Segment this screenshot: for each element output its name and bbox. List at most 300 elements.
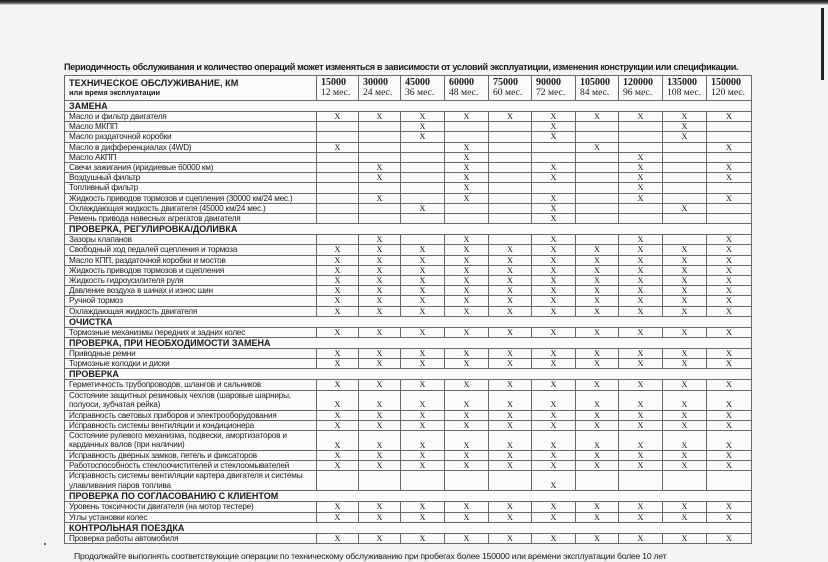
section-title: ПРОВЕРКА, РЕГУЛИРОВКА/ДОЛИВКА	[65, 224, 752, 235]
mark-cell-empty	[359, 471, 401, 491]
mark-cell-checked: X	[619, 502, 663, 512]
mark-cell-empty	[317, 173, 359, 183]
mark-cell-empty	[576, 132, 619, 142]
mark-cell-empty	[489, 163, 532, 173]
mark-cell-checked: X	[707, 420, 752, 430]
scan-top-edge	[0, 0, 828, 5]
table-row	[65, 327, 752, 337]
mark-cell-checked: X	[489, 112, 532, 122]
mark-cell-checked: X	[445, 255, 489, 265]
section-header-row	[65, 491, 752, 502]
operation-label: Давление воздуха в шинах и износ шин	[65, 286, 317, 296]
table-row	[65, 265, 752, 275]
mark-cell-checked: X	[445, 390, 489, 410]
mark-cell-checked: X	[619, 276, 663, 286]
mark-cell-checked: X	[359, 255, 401, 265]
operation-label: Герметичность трубопроводов, шлангов и сальников	[65, 380, 317, 390]
section-title: КОНТРОЛЬНАЯ ПОЕЗДКА	[65, 522, 752, 533]
interval-km: 135000	[667, 77, 697, 88]
interval-months: 96 мес.	[623, 87, 653, 98]
mark-cell-checked: X	[445, 152, 489, 162]
operation-label: Исправность системы вентиляции и кондиционера	[65, 420, 317, 430]
interval-months: 72 мес.	[536, 87, 566, 98]
mark-cell-checked: X	[317, 390, 359, 410]
mark-cell-checked: X	[401, 349, 445, 359]
mark-cell-empty	[707, 214, 752, 224]
mark-cell-checked: X	[317, 420, 359, 430]
mark-cell-checked: X	[317, 431, 359, 451]
table-row	[65, 163, 752, 173]
mark-cell-empty	[663, 235, 707, 245]
mark-cell-checked: X	[445, 410, 489, 420]
mark-cell-checked: X	[489, 255, 532, 265]
mark-cell-empty	[445, 203, 489, 213]
mark-cell-checked: X	[532, 214, 576, 224]
mark-cell-checked: X	[576, 349, 619, 359]
operation-label: Масло раздаточной коробки	[65, 132, 317, 142]
mark-cell-checked: X	[707, 349, 752, 359]
mark-cell-checked: X	[317, 327, 359, 337]
table-row	[65, 122, 752, 132]
interval-km: 150000	[711, 77, 741, 88]
mark-cell-checked: X	[707, 461, 752, 471]
mark-cell-checked: X	[359, 235, 401, 245]
mark-cell-checked: X	[663, 359, 707, 369]
mark-cell-checked: X	[445, 533, 489, 543]
table-row	[65, 112, 752, 122]
mark-cell-checked: X	[401, 245, 445, 255]
mark-cell-checked: X	[532, 420, 576, 430]
operation-label: Тормозные колодки и диски	[65, 359, 317, 369]
operation-label: Жидкость приводов тормозов и сцепления (30000 км/24 мес.)	[65, 193, 317, 203]
mark-cell-checked: X	[663, 306, 707, 316]
mark-cell-checked: X	[489, 533, 532, 543]
mark-cell-empty	[317, 122, 359, 132]
mark-cell-checked: X	[359, 276, 401, 286]
mark-cell-empty	[359, 142, 401, 152]
interval-months: 24 мес.	[363, 87, 393, 98]
mark-cell-checked: X	[576, 265, 619, 275]
mark-cell-checked: X	[401, 327, 445, 337]
mark-cell-checked: X	[619, 265, 663, 275]
mark-cell-checked: X	[532, 122, 576, 132]
mark-cell-empty	[401, 142, 445, 152]
section-title: ПРОВЕРКА	[65, 369, 752, 380]
mark-cell-checked: X	[445, 112, 489, 122]
mark-cell-checked: X	[663, 265, 707, 275]
table-row	[65, 410, 752, 420]
mark-cell-checked: X	[532, 390, 576, 410]
mark-cell-checked: X	[663, 132, 707, 142]
mark-cell-checked: X	[663, 533, 707, 543]
operation-label: Масло АКПП	[65, 152, 317, 162]
mark-cell-checked: X	[401, 451, 445, 461]
mark-cell-checked: X	[489, 265, 532, 275]
mark-cell-empty	[619, 471, 663, 491]
mark-cell-checked: X	[707, 286, 752, 296]
mark-cell-checked: X	[707, 112, 752, 122]
mark-cell-checked: X	[619, 390, 663, 410]
mark-cell-checked: X	[532, 451, 576, 461]
mark-cell-empty	[707, 183, 752, 193]
section-header-row	[65, 101, 752, 112]
section-header-row	[65, 224, 752, 235]
operation-label: Исправность дверных замков, петель и фиксаторов	[65, 451, 317, 461]
mark-cell-empty	[576, 152, 619, 162]
mark-cell-empty	[619, 203, 663, 213]
mark-cell-checked: X	[401, 502, 445, 512]
mark-cell-checked: X	[619, 327, 663, 337]
mark-cell-checked: X	[707, 235, 752, 245]
mark-cell-empty	[401, 152, 445, 162]
mark-cell-empty	[359, 132, 401, 142]
interval-km: 105000	[580, 77, 610, 88]
mark-cell-checked: X	[576, 306, 619, 316]
mark-cell-checked: X	[707, 163, 752, 173]
operation-label: Тормозные механизмы передних и задних колес	[65, 327, 317, 337]
operation-label: Охлаждающая жидкость двигателя (45000 км/24 мес.)	[65, 203, 317, 213]
mark-cell-empty	[707, 122, 752, 132]
table-header-row	[65, 76, 752, 101]
mark-cell-empty	[489, 183, 532, 193]
mark-cell-checked: X	[663, 410, 707, 420]
mark-cell-empty	[576, 193, 619, 203]
header-title: ТЕХНИЧЕСКОЕ ОБСЛУЖИВАНИЕ, КМ	[69, 78, 239, 88]
section-title: ПРОВЕРКА ПО СОГЛАСОВАНИЮ С КЛИЕНТОМ	[65, 491, 752, 502]
mark-cell-checked: X	[445, 420, 489, 430]
operation-label: Масло в дифференциалах (4WD)	[65, 142, 317, 152]
operation-label: Исправность системы вентиляции картера двигателя и системы улавливания паров топлива	[65, 471, 317, 491]
mark-cell-checked: X	[707, 533, 752, 543]
interval-km: 15000	[321, 77, 346, 88]
mark-cell-empty	[663, 173, 707, 183]
table-row	[65, 173, 752, 183]
mark-cell-checked: X	[359, 306, 401, 316]
mark-cell-checked: X	[445, 461, 489, 471]
mark-cell-checked: X	[532, 245, 576, 255]
table-row	[65, 431, 752, 451]
mark-cell-checked: X	[532, 533, 576, 543]
table-row	[65, 471, 752, 491]
mark-cell-empty	[707, 132, 752, 142]
mark-cell-empty	[489, 235, 532, 245]
mark-cell-empty	[401, 214, 445, 224]
interval-header-120000	[619, 76, 663, 101]
mark-cell-checked: X	[663, 203, 707, 213]
interval-months: 48 мес.	[449, 87, 479, 98]
mark-cell-checked: X	[532, 276, 576, 286]
mark-cell-checked: X	[663, 420, 707, 430]
mark-cell-checked: X	[663, 512, 707, 522]
operation-label: Исправность световых приборов и электрооборудования	[65, 410, 317, 420]
mark-cell-checked: X	[489, 296, 532, 306]
mark-cell-checked: X	[707, 142, 752, 152]
mark-cell-checked: X	[317, 359, 359, 369]
mark-cell-empty	[663, 193, 707, 203]
mark-cell-checked: X	[576, 390, 619, 410]
mark-cell-empty	[576, 163, 619, 173]
mark-cell-checked: X	[576, 420, 619, 430]
mark-cell-checked: X	[532, 203, 576, 213]
mark-cell-checked: X	[619, 410, 663, 420]
operation-label: Воздушный фильтр	[65, 173, 317, 183]
operation-label: Состояние рулевого механизма, подвески, амортизаторов и карданных валов (при наличии)	[65, 431, 317, 451]
mark-cell-checked: X	[359, 349, 401, 359]
mark-cell-checked: X	[532, 431, 576, 451]
mark-cell-checked: X	[619, 183, 663, 193]
operation-label: Проверка работы автомобиля	[65, 533, 317, 543]
section-header-row	[65, 316, 752, 327]
mark-cell-checked: X	[663, 461, 707, 471]
mark-cell-checked: X	[401, 276, 445, 286]
mark-cell-empty	[317, 471, 359, 491]
mark-cell-checked: X	[317, 502, 359, 512]
mark-cell-empty	[576, 235, 619, 245]
mark-cell-empty	[576, 203, 619, 213]
mark-cell-checked: X	[359, 112, 401, 122]
mark-cell-checked: X	[317, 410, 359, 420]
table-row	[65, 203, 752, 213]
mark-cell-checked: X	[401, 112, 445, 122]
mark-cell-empty	[576, 183, 619, 193]
table-row	[65, 214, 752, 224]
mark-cell-checked: X	[576, 112, 619, 122]
mark-cell-checked: X	[359, 431, 401, 451]
mark-cell-checked: X	[401, 410, 445, 420]
mark-cell-checked: X	[619, 286, 663, 296]
mark-cell-empty	[317, 132, 359, 142]
mark-cell-empty	[663, 152, 707, 162]
mark-cell-checked: X	[401, 533, 445, 543]
mark-cell-checked: X	[707, 173, 752, 183]
mark-cell-checked: X	[401, 296, 445, 306]
table-row	[65, 380, 752, 390]
mark-cell-checked: X	[489, 286, 532, 296]
mark-cell-checked: X	[359, 533, 401, 543]
mark-cell-checked: X	[619, 173, 663, 183]
mark-cell-checked: X	[401, 122, 445, 132]
mark-cell-checked: X	[619, 112, 663, 122]
mark-cell-empty	[663, 214, 707, 224]
interval-months: 12 мес.	[321, 87, 351, 98]
mark-cell-checked: X	[532, 349, 576, 359]
mark-cell-checked: X	[445, 296, 489, 306]
mark-cell-checked: X	[489, 410, 532, 420]
mark-cell-checked: X	[359, 327, 401, 337]
mark-cell-checked: X	[576, 327, 619, 337]
mark-cell-checked: X	[445, 276, 489, 286]
mark-cell-checked: X	[445, 265, 489, 275]
interval-header-75000	[489, 76, 532, 101]
interval-km: 30000	[363, 77, 388, 88]
mark-cell-checked: X	[359, 163, 401, 173]
table-row	[65, 420, 752, 430]
mark-cell-checked: X	[359, 420, 401, 430]
mark-cell-empty	[576, 122, 619, 132]
operation-label: Ручной тормоз	[65, 296, 317, 306]
interval-months: 120 мес.	[711, 87, 746, 98]
schedule-body	[65, 101, 752, 544]
section-title: ОЧИСТКА	[65, 316, 752, 327]
table-row	[65, 533, 752, 543]
mark-cell-checked: X	[445, 163, 489, 173]
operation-label: Свободный ход педалей сцепления и тормоза	[65, 245, 317, 255]
section-title: ПРОВЕРКА, ПРИ НЕОБХОДИМОСТИ ЗАМЕНА	[65, 338, 752, 349]
interval-km: 90000	[536, 77, 561, 88]
operation-label: Масло КПП, раздаточной коробки и мостов	[65, 255, 317, 265]
table-row	[65, 512, 752, 522]
mark-cell-checked: X	[401, 255, 445, 265]
mark-cell-checked: X	[663, 286, 707, 296]
mark-cell-checked: X	[445, 359, 489, 369]
mark-cell-checked: X	[619, 349, 663, 359]
table-row	[65, 183, 752, 193]
mark-cell-checked: X	[489, 349, 532, 359]
operation-label: Жидкость приводов тормозов и сцепления	[65, 265, 317, 275]
table-row	[65, 235, 752, 245]
mark-cell-checked: X	[489, 451, 532, 461]
mark-cell-checked: X	[663, 112, 707, 122]
mark-cell-checked: X	[401, 461, 445, 471]
mark-cell-empty	[359, 122, 401, 132]
mark-cell-checked: X	[401, 132, 445, 142]
mark-cell-checked: X	[317, 349, 359, 359]
mark-cell-checked: X	[359, 193, 401, 203]
mark-cell-checked: X	[489, 245, 532, 255]
mark-cell-checked: X	[489, 327, 532, 337]
mark-cell-checked: X	[532, 265, 576, 275]
mark-cell-checked: X	[707, 296, 752, 306]
operation-label: Масло и фильтр двигателя	[65, 112, 317, 122]
mark-cell-checked: X	[445, 245, 489, 255]
mark-cell-checked: X	[445, 142, 489, 152]
mark-cell-checked: X	[576, 451, 619, 461]
operation-label: Уровень токсичности двигателя (на мотор тестере)	[65, 502, 317, 512]
mark-cell-checked: X	[576, 286, 619, 296]
mark-cell-empty	[489, 173, 532, 183]
mark-cell-checked: X	[532, 173, 576, 183]
mark-cell-checked: X	[445, 193, 489, 203]
mark-cell-checked: X	[317, 296, 359, 306]
mark-cell-checked: X	[707, 245, 752, 255]
mark-cell-checked: X	[359, 390, 401, 410]
mark-cell-empty	[317, 193, 359, 203]
mark-cell-checked: X	[317, 286, 359, 296]
mark-cell-checked: X	[619, 255, 663, 265]
mark-cell-empty	[401, 163, 445, 173]
mark-cell-checked: X	[489, 359, 532, 369]
mark-cell-checked: X	[532, 235, 576, 245]
mark-cell-checked: X	[317, 245, 359, 255]
mark-cell-checked: X	[532, 410, 576, 420]
mark-cell-empty	[317, 214, 359, 224]
mark-cell-empty	[489, 193, 532, 203]
mark-cell-empty	[576, 173, 619, 183]
table-row	[65, 152, 752, 162]
mark-cell-empty	[317, 235, 359, 245]
operation-label: Работоспособность стеклоочистителей и стеклоомывателей	[65, 461, 317, 471]
mark-cell-checked: X	[532, 163, 576, 173]
mark-cell-checked: X	[663, 255, 707, 265]
mark-cell-checked: X	[317, 461, 359, 471]
interval-months: 84 мес.	[580, 87, 610, 98]
mark-cell-checked: X	[401, 512, 445, 522]
mark-cell-empty	[359, 203, 401, 213]
mark-cell-checked: X	[445, 502, 489, 512]
scan-speck	[44, 543, 46, 545]
mark-cell-checked: X	[663, 122, 707, 132]
mark-cell-empty	[317, 183, 359, 193]
mark-cell-empty	[359, 214, 401, 224]
table-row	[65, 296, 752, 306]
mark-cell-empty	[576, 471, 619, 491]
mark-cell-empty	[445, 132, 489, 142]
mark-cell-checked: X	[489, 502, 532, 512]
mark-cell-checked: X	[663, 380, 707, 390]
mark-cell-checked: X	[576, 142, 619, 152]
mark-cell-empty	[401, 471, 445, 491]
mark-cell-checked: X	[619, 380, 663, 390]
table-row	[65, 142, 752, 152]
mark-cell-checked: X	[576, 380, 619, 390]
mark-cell-empty	[359, 183, 401, 193]
table-row	[65, 502, 752, 512]
mark-cell-empty	[489, 132, 532, 142]
mark-cell-checked: X	[317, 380, 359, 390]
table-row	[65, 306, 752, 316]
mark-cell-checked: X	[663, 390, 707, 410]
table-row	[65, 245, 752, 255]
mark-cell-checked: X	[445, 183, 489, 193]
mark-cell-empty	[532, 183, 576, 193]
mark-cell-checked: X	[359, 359, 401, 369]
notice-text: Периодичность обслуживания и количество операций может изменяться в зависимости от условий эксплуатиции, изменения конструкции или спецификации.	[64, 62, 739, 72]
mark-cell-checked: X	[619, 296, 663, 306]
mark-cell-checked: X	[401, 265, 445, 275]
mark-cell-checked: X	[445, 431, 489, 451]
mark-cell-checked: X	[576, 359, 619, 369]
mark-cell-checked: X	[576, 533, 619, 543]
mark-cell-checked: X	[663, 431, 707, 451]
table-row	[65, 276, 752, 286]
section-header-row	[65, 369, 752, 380]
table-row	[65, 255, 752, 265]
mark-cell-checked: X	[401, 203, 445, 213]
operation-label: Зазоры клапанов	[65, 235, 317, 245]
interval-header-15000	[317, 76, 359, 101]
mark-cell-checked: X	[707, 306, 752, 316]
scan-edge-mark	[821, 8, 824, 80]
section-title: ЗАМЕНА	[65, 101, 752, 112]
mark-cell-empty	[619, 142, 663, 152]
mark-cell-checked: X	[489, 390, 532, 410]
mark-cell-checked: X	[401, 431, 445, 451]
mark-cell-checked: X	[359, 286, 401, 296]
operation-label: Приводные ремни	[65, 349, 317, 359]
operation-label: Охлаждающая жидкость двигателя	[65, 306, 317, 316]
mark-cell-checked: X	[532, 132, 576, 142]
mark-cell-checked: X	[707, 276, 752, 286]
mark-cell-checked: X	[707, 255, 752, 265]
mark-cell-checked: X	[359, 245, 401, 255]
mark-cell-checked: X	[532, 471, 576, 491]
mark-cell-empty	[489, 122, 532, 132]
mark-cell-checked: X	[619, 461, 663, 471]
table-row	[65, 461, 752, 471]
mark-cell-empty	[401, 173, 445, 183]
mark-cell-empty	[619, 122, 663, 132]
operation-label: Ремень привода навесных агрегатов двигателя	[65, 214, 317, 224]
